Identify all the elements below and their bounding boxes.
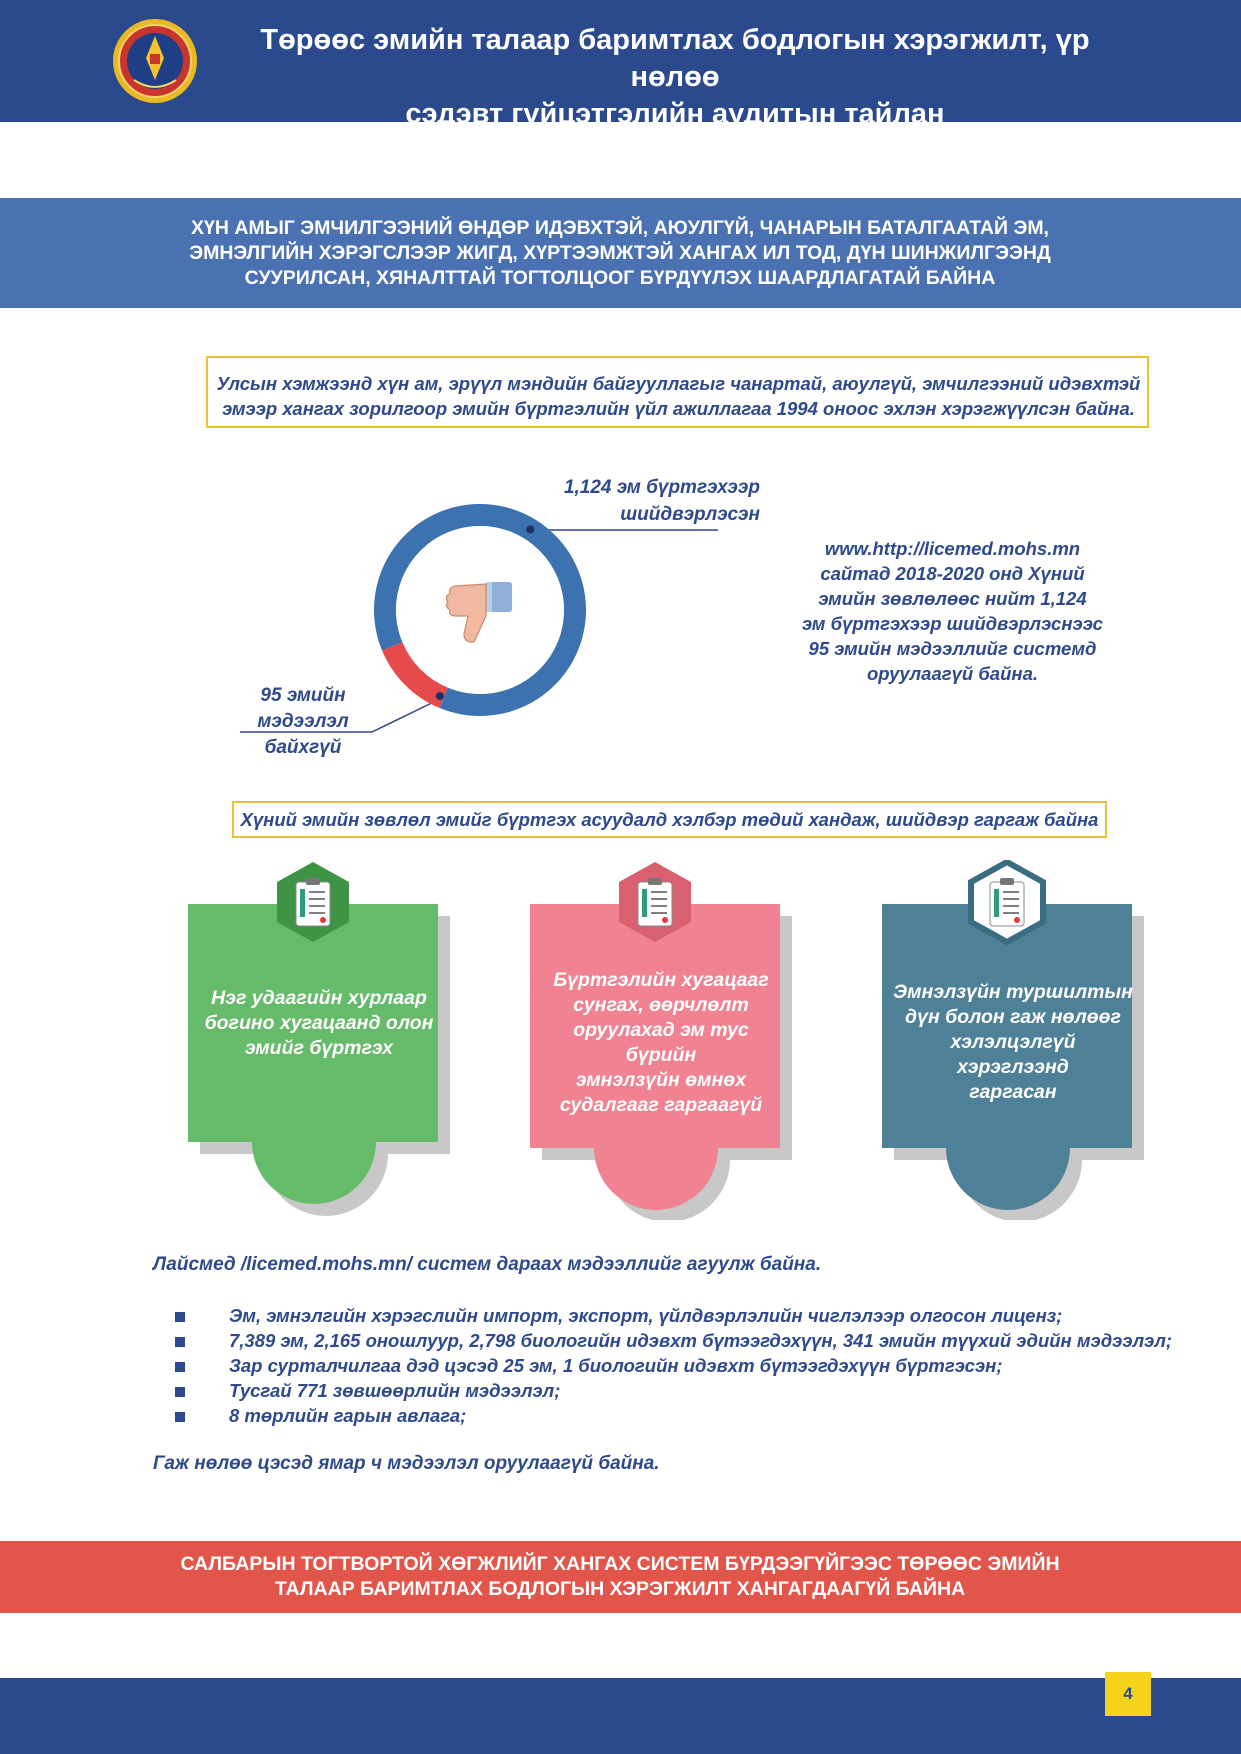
banner-line: СУУРИЛСАН, ХЯНАЛТТАЙ ТОГТОЛЦООГ БҮРДҮҮЛЭХ ШААРДЛАГАТАЙ БАЙНА <box>244 267 996 289</box>
list-item-text: Тусгай 771 зөвшөөрлийн мэдээлэл; <box>229 1380 561 1401</box>
card-text-line: эмийг бүртгэх <box>244 1037 394 1059</box>
bullet-square-icon <box>175 1362 185 1372</box>
intro-box <box>206 356 1149 428</box>
subheading: Хүний эмийн зөвлөл эмийг бүртгэх асуудалд хэлбэр төдий хандаж, шийдвэр гаргаж байна <box>240 809 1099 830</box>
bullet-square-icon <box>175 1312 185 1322</box>
checklist-icon <box>296 878 330 926</box>
bullet-square-icon <box>175 1412 185 1422</box>
label-line: мэдээлэл <box>257 711 349 732</box>
list-item <box>175 1355 1185 1380</box>
label-registered <box>520 474 760 528</box>
finding-card-3 <box>880 860 1170 1220</box>
page-number: 4 <box>1105 1672 1151 1716</box>
state-audit-logo <box>112 18 198 104</box>
note-line: оруулаагүй байна. <box>866 663 1039 684</box>
card-text-line: судалгааг гаргаагүй <box>559 1094 763 1116</box>
key-finding-banner <box>0 198 1241 308</box>
checklist-icon <box>990 878 1024 926</box>
finding-card-2 <box>528 860 818 1220</box>
bullet-square-icon <box>175 1387 185 1397</box>
list-item <box>175 1405 1185 1430</box>
note-line: сайтад 2018-2020 онд Хүний <box>820 563 1085 584</box>
note-line: www.http://licemed.mohs.mn <box>824 538 1081 559</box>
report-title <box>215 22 1135 133</box>
list-item-text: 7,389 эм, 2,165 оношлуур, 2,798 биологийн идэвхт бүтээгдэхүүн, 341 эмийн түүхий эдийн мэдээлэл; <box>229 1330 1172 1351</box>
intro-line: эмээр хангах зорилгоор эмийн бүртгэлийн үйл ажиллагаа 1994 оноос эхлэн хэрэгжүүлсэн байна. <box>222 398 1135 419</box>
header-bar <box>0 0 1241 130</box>
marker-dot-missing <box>436 692 444 700</box>
card-text-line: хэлэлцэлгүй хэрэглээнд <box>950 1031 1076 1078</box>
list-item-text: Зар сурталчилгаа дэд цэсэд 25 эм, 1 биологийн идэвхт бүтээгдэхүүн бүртгэсэн; <box>229 1355 1003 1376</box>
list-item <box>175 1380 1185 1405</box>
list-intro: Лайсмед /licemed.mohs.mn/ систем дараах мэдээллийг агуулж байна. <box>153 1254 822 1275</box>
banner-line: ТАЛААР БАРИМТЛАХ БОДЛОГЫН ХЭРЭГЖИЛТ ХАНГАГДААГҮЙ БАЙНА <box>274 1578 966 1600</box>
info-list <box>175 1305 1185 1430</box>
list-item <box>175 1305 1185 1330</box>
card-text-line: богино хугацаанд олон <box>204 1012 434 1034</box>
label-line: 95 эмийн <box>260 685 346 706</box>
list-item <box>175 1330 1185 1355</box>
label-line: байхгүй <box>264 737 342 758</box>
list-item-text: 8 төрлийн гарын авлага; <box>229 1405 467 1426</box>
closing-statement: Гаж нөлөө цэсэд ямар ч мэдээлэл оруулаагүй байна. <box>153 1453 660 1474</box>
card-text-line: гаргасан <box>969 1081 1057 1103</box>
chart-note <box>795 536 1110 686</box>
finding-card-1 <box>186 860 476 1220</box>
label-line: 1,124 эм бүртгэхээр <box>563 477 760 498</box>
banner-line: ЭМНЭЛГИЙН ХЭРЭГСЛЭЭР ЖИГД, ХҮРТЭЭМЖТЭЙ ХАНГАХ ИЛ ТОД, ДҮН ШИНЖИЛГЭЭНД <box>189 242 1051 264</box>
checklist-icon <box>638 878 672 926</box>
note-line: 95 эмийн мэдээллийг системд <box>808 638 1097 659</box>
bullet-square-icon <box>175 1337 185 1347</box>
intro-line: Улсын хэмжээнд хүн ам, эрүүл мэндийн байгууллагыг чанартай, аюулгүй, эмчилгээний идэвхтэй <box>216 373 1141 394</box>
card-text-line: Бүртгэлийн хугацааг <box>553 969 769 991</box>
note-line: эм бүртгэхээр шийдвэрлэснээс <box>802 613 1103 634</box>
banner-line: САЛБАРЫН ТОГТВОРТОЙ ХӨГЖЛИЙГ ХАНГАХ СИСТЕМ БҮРДЭЭГҮЙГЭЭС ТӨРӨӨС ЭМИЙН <box>180 1553 1060 1575</box>
label-line: шийдвэрлэсэн <box>620 504 760 525</box>
card-text-line: Нэг удаагийн хурлаар <box>211 987 427 1009</box>
card-text-line: Эмнэлзүйн туршилтын <box>893 981 1133 1003</box>
footer-bar <box>0 1678 1241 1754</box>
note-line: эмийн зөвлөлөөс нийт 1,124 <box>818 588 1087 609</box>
conclusion-banner <box>0 1541 1241 1613</box>
card-text-line: сунгах, өөрчлөлт <box>573 994 749 1016</box>
label-missing <box>228 683 378 761</box>
card-text-line: оруулахад эм тус бүрийн <box>573 1019 749 1066</box>
card-text-line: дүн болон гаж нөлөөг <box>905 1006 1121 1028</box>
list-item-text: Эм, эмнэлгийн хэрэгслийн импорт, экспорт, үйлдвэрлэлийн чиглэлээр олгосон лиценз; <box>229 1305 1063 1326</box>
subheading-box <box>232 801 1107 838</box>
report-title-line: сэдэвт гүйцэтгэлийн аудитын тайлан <box>405 98 945 130</box>
card-text-line: эмнэлзүйн өмнөх <box>575 1069 747 1091</box>
report-title-line: Төрөөс эмийн талаар баримтлах бодлогын хэрэгжилт, үр нөлөө <box>260 24 1090 93</box>
banner-line: ХҮН АМЫГ ЭМЧИЛГЭЭНИЙ ӨНДӨР ИДЭВХТЭЙ, АЮУЛГҮЙ, ЧАНАРЫН БАТАЛГААТАЙ ЭМ, <box>191 217 1049 239</box>
